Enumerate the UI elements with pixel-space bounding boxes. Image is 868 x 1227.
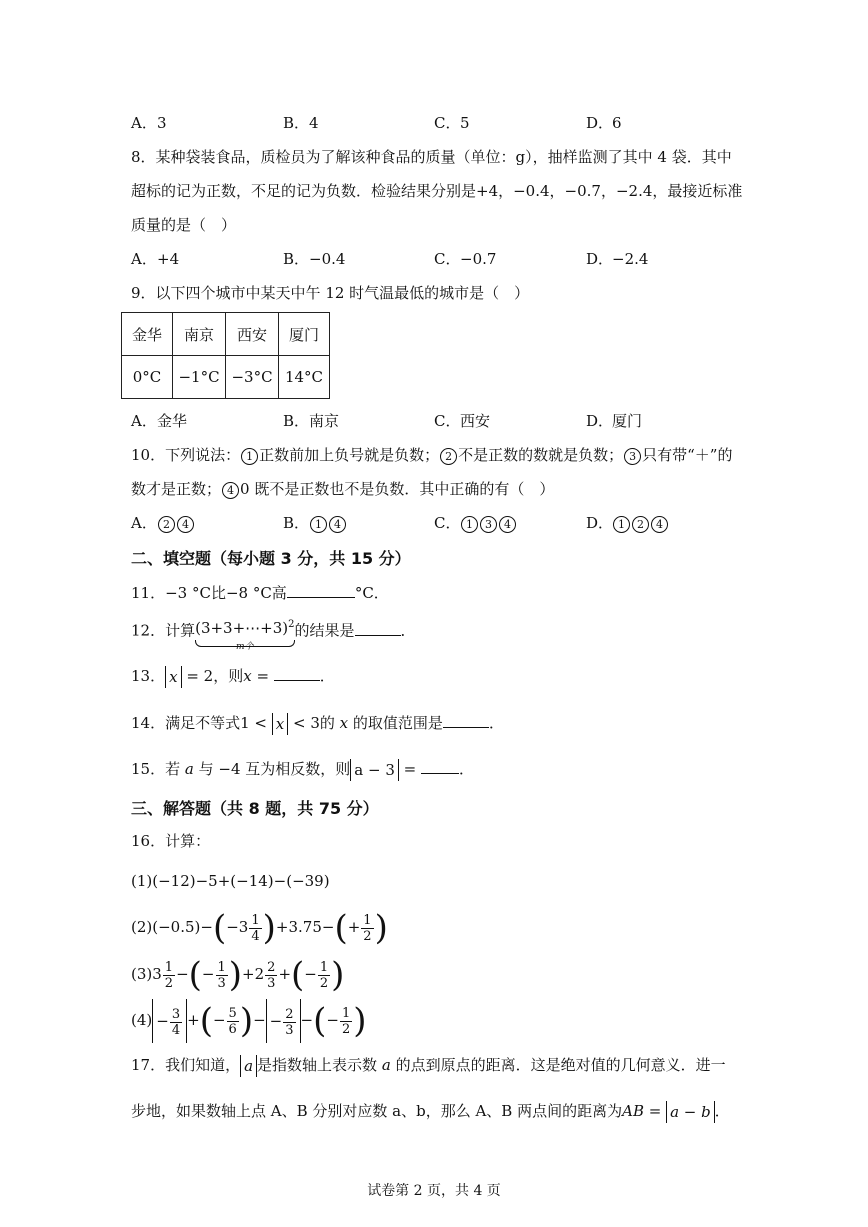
q10-option-b: B． 1 4 — [283, 512, 347, 534]
q16-part4: (4) − $\frac{3}{4}$ +(− $\frac{5}{6}$ )− − $\frac{2}{3}$ −(− $\frac{1}{2}$ ) — [131, 1001, 367, 1041]
underbrace-expression: (3+3+⋯+3)$^2$ m个 — [195, 619, 295, 652]
temperature-table — [121, 312, 330, 399]
q10-stem-line1: 10．下列说法： 1 正数前加上负号就是负数； 2 不是正数的数就是负数； 3 只有带“＋”的 — [131, 446, 733, 464]
section-title-fill-in: 二、填空题（每小题 3 分，共 15 分） — [131, 549, 411, 568]
q17-line1: 17．我们知道， a 是指数轴上表示数 a 的点到原点的距离．这是绝对值的几何意义．进一 — [131, 1056, 726, 1075]
q8-stem-line1: 8．某种袋装食品，质检员为了解该种食品的质量（单位：g），抽样监测了其中 4 袋．其中 — [131, 148, 732, 166]
table-row-cities — [122, 313, 330, 356]
answer-blank[interactable] — [274, 664, 320, 681]
q14: 14．满足不等式1 < x < 3的 x 的取值范围是 ． — [131, 711, 504, 735]
q10-stem-line2: 数才是正数； 4 0 既不是正数也不是负数．其中正确的有（ ） — [131, 480, 555, 498]
q8-option-c: C．−0.7 — [434, 250, 497, 268]
q8-option-d: D．−2.4 — [586, 250, 649, 268]
q7-option-b: B．4 — [283, 114, 319, 132]
table-cell: 金华 — [122, 313, 173, 356]
answer-blank[interactable] — [287, 581, 355, 598]
table-cell: 南京 — [173, 313, 226, 356]
answer-blank[interactable] — [355, 619, 401, 636]
q11: 11．−3 °C比−8 °C高 °C． — [131, 581, 389, 604]
q9-option-a: A．金华 — [131, 412, 188, 430]
table-cell: 厦门 — [279, 313, 330, 356]
answer-blank[interactable] — [421, 757, 459, 774]
q8-option-b: B．−0.4 — [283, 250, 346, 268]
circled-number: 1 — [241, 448, 258, 465]
table-cell: −3°C — [226, 356, 279, 399]
q7-option-d: D．6 — [586, 114, 622, 132]
q9-options — [131, 410, 751, 432]
table-cell: −1°C — [173, 356, 226, 399]
table-row-temps — [122, 356, 330, 399]
table-cell: 0°C — [122, 356, 173, 399]
circled-number: 3 — [624, 448, 641, 465]
section-title-answer: 三、解答题（共 8 题，共 75 分） — [131, 799, 379, 818]
q9-option-d: D．厦门 — [586, 412, 643, 430]
table-cell: 14°C — [279, 356, 330, 399]
circled-number: 2 — [440, 448, 457, 465]
q15: 15．若 a 与 −4 互为相反数，则 a − 3 = ． — [131, 757, 474, 781]
q7-option-a: A．3 — [131, 114, 167, 132]
q8-stem-line3: 质量的是（ ） — [131, 216, 237, 234]
q8-option-a: A．+4 — [131, 250, 180, 268]
circled-number: 4 — [222, 482, 239, 499]
q8-stem-line2: 超标的记为正数，不足的记为负数．检验结果分别是+4，−0.4，−0.7，−2.4，最接近标准 — [131, 182, 743, 200]
q7-options — [131, 112, 751, 134]
q9-option-b: B．南京 — [283, 412, 340, 430]
q16-part2: (2)(−0.5)−(−3 $\frac{1}{4}$ )+3.75−(+ $\frac{1}{2}$ ) — [131, 908, 388, 948]
q7-option-c: C．5 — [434, 114, 470, 132]
q16-part1: (1)(−12)−5+(−14)−(−39) — [131, 872, 330, 890]
q16-part3: (3)3 $\frac{1}{2}$ −(− $\frac{1}{3}$ )+2 $\frac{2}{3}$ +(− $\frac{1}{2}$ ) — [131, 955, 345, 995]
q10-options — [131, 512, 751, 534]
q9-option-c: C．西安 — [434, 412, 491, 430]
q10-option-a: A． 2 4 — [131, 512, 195, 534]
q12: 12．计算(3+3+⋯+3)$^2$ m个 的结果是 ． — [131, 614, 416, 649]
q10-option-d: D． 1 2 4 — [586, 512, 669, 534]
q13: 13． x = 2，则x = ． — [131, 664, 335, 688]
q17-line2: 步地，如果数轴上点 A、B 分别对应数 a、b，那么 A、B 两点间的距离为AB = a − b ． — [131, 1102, 730, 1121]
q8-options — [131, 248, 751, 270]
q10-option-c: C． 1 3 4 — [434, 512, 517, 534]
answer-blank[interactable] — [443, 711, 489, 728]
page-footer: 试卷第 2 页，共 4 页 — [367, 1183, 501, 1199]
q16-stem: 16．计算： — [131, 832, 211, 850]
q9-stem: 9．以下四个城市中某天中午 12 时气温最低的城市是（ ） — [131, 284, 530, 302]
table-cell: 西安 — [226, 313, 279, 356]
